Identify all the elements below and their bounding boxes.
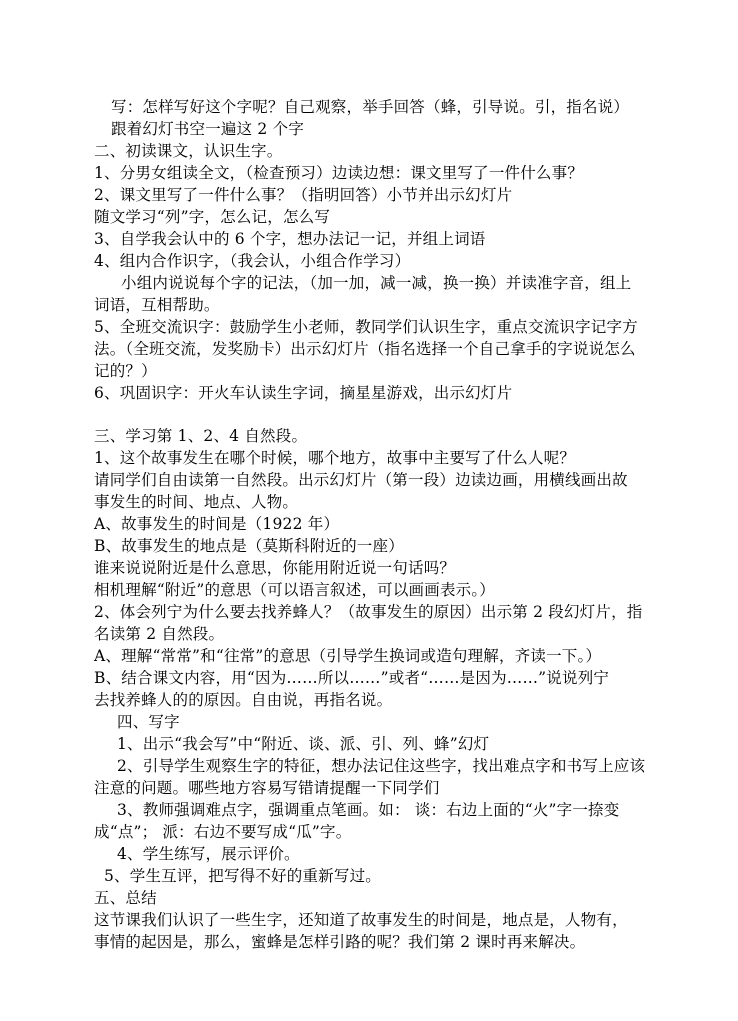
text-line: B、结合课文内容，用“因为……所以……”或者“……是因为……”说说列宁 <box>94 669 610 687</box>
section-heading: 三、学习第 1、2、4 自然段。 <box>94 427 308 445</box>
text-line: 成“点”； 派：右边不要写成“瓜”字。 <box>94 823 352 841</box>
text-line: 6、巩固识字：开火车认读生字词，摘星星游戏，出示幻灯片 <box>94 384 513 402</box>
text-line: 3、教师强调难点字，强调重点笔画。如： 谈：右边上面的“火”字一捺变 <box>117 801 620 819</box>
text-line: 1、出示“我会写”中“附近、谈、派、引、列、蜂”幻灯 <box>117 735 490 753</box>
text-line: 4、组内合作识字，（我会认，小组合作学习） <box>94 252 411 270</box>
text-line: 1、分男女组读全文，（检查预习）边读边想：课文里写了一件什么事？ <box>94 164 584 182</box>
text-line: 注意的问题。哪些地方容易写错请提醒一下同学们 <box>94 779 440 797</box>
text-line: 记的？） <box>94 362 157 380</box>
text-line: 3、自学我会认中的 6 个字，想办法记一记，并组上词语 <box>94 230 486 248</box>
section-heading: 四、写字 <box>117 713 180 731</box>
text-line: 跟着幻灯书空一遍这 2 个字 <box>111 120 305 138</box>
text-line: 2、课文里写了一件什么事？（指明回答）小节并出示幻灯片 <box>94 186 513 204</box>
text-line: A、故事发生的时间是（1922 年） <box>94 515 340 533</box>
text-line: 随文学习“列”字，怎么记，怎么写 <box>94 208 331 226</box>
text-line: 这节课我们认识了一些生字，还知道了故事发生的时间是，地点是，人物有， <box>94 911 628 929</box>
text-line: 5、学生互评，把写得不好的重新写过。 <box>104 867 381 885</box>
text-line: 5、全班交流识字：鼓励学生小老师，教同学们认识生字，重点交流识字记字方 <box>94 318 638 336</box>
section-heading: 五、总结 <box>94 889 157 907</box>
text-line: B、故事发生的地点是（莫斯科附近的一座） <box>94 537 404 555</box>
text-line: A、理解“常常”和“往常”的意思（引导学生换词或造句理解，齐读一下。） <box>94 647 602 665</box>
text-line: 请同学们自由读第一自然段。出示幻灯片（第一段）边读边画，用横线画出故 <box>94 471 628 489</box>
text-line: 名读第 2 自然段。 <box>94 625 225 643</box>
text-line: 小组内说说每个字的记法，（加一加，减一减，换一换）并读准字音，组上 <box>121 274 632 292</box>
section-heading: 二、初读课文，认识生字。 <box>94 142 283 160</box>
text-line: 4、学生练写，展示评价。 <box>117 845 300 863</box>
text-line: 事情的起因是，那么，蜜蜂是怎样引路的呢？我们第 2 课时再来解决。 <box>94 933 586 951</box>
text-line: 法。（全班交流，发奖励卡）出示幻灯片（指名选择一个自己拿手的字说说怎么 <box>94 340 636 358</box>
text-line: 1、这个故事发生在哪个时候，哪个地方，故事中主要写了什么人呢？ <box>94 449 576 467</box>
text-line: 去找养蜂人的的原因。自由说，再指名说。 <box>94 691 393 709</box>
text-line: 相机理解“附近”的意思（可以语言叙述，可以画画表示。） <box>94 581 495 599</box>
text-line: 谁来说说附近是什么意思，你能用附近说一句话吗？ <box>94 559 456 577</box>
text-line: 写：怎样写好这个字呢？自己观察，举手回答（蜂，引导说。引，指名说） <box>111 98 630 116</box>
text-line: 事发生的时间、地点、人物。 <box>94 493 299 511</box>
text-line: 词语，互相帮助。 <box>94 296 220 314</box>
text-line: 2、引导学生观察生字的特征，想办法记住这些字，找出难点字和书写上应该 <box>117 757 646 775</box>
text-line: 2、体会列宁为什么要去找养蜂人？（故事发生的原因）出示第 2 段幻灯片，指 <box>94 603 643 621</box>
